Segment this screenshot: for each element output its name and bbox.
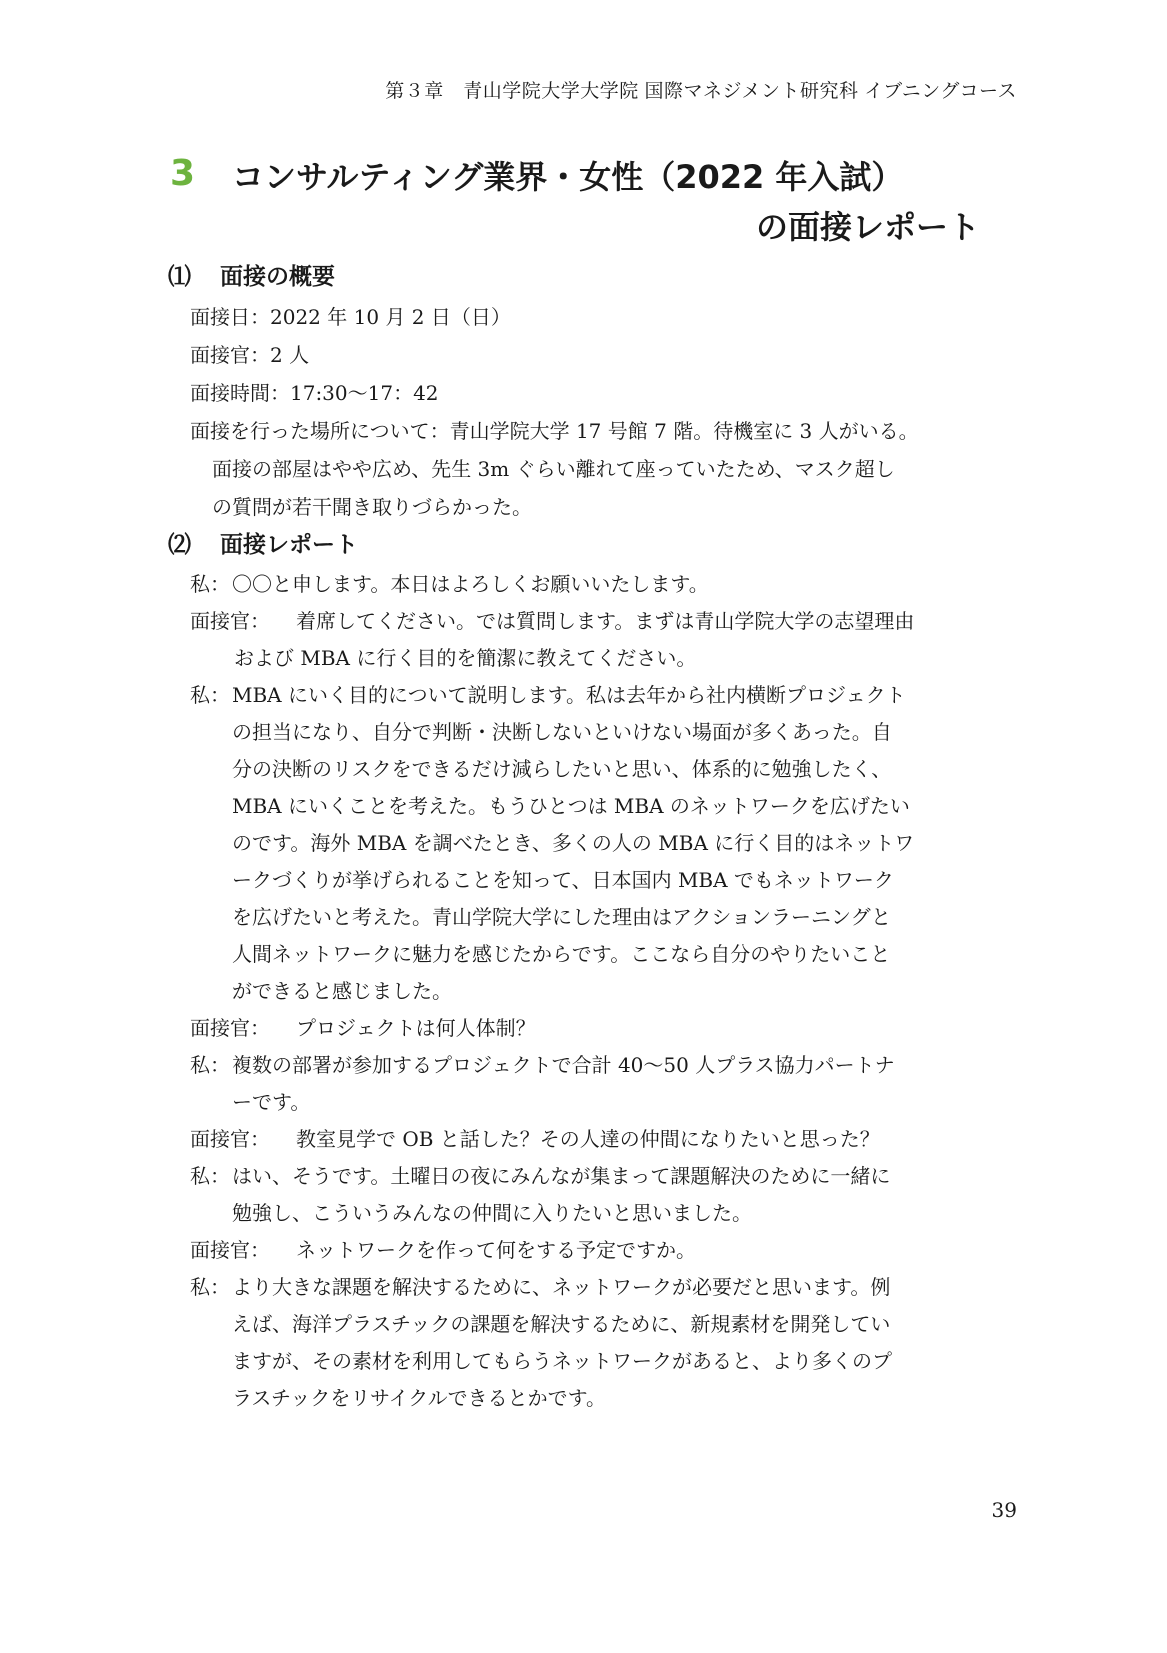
utterance-line: MBA にいく目的について説明します。私は去年から社内横断プロジェクト (232, 683, 906, 707)
utterance (232, 1047, 1025, 1121)
running-header: 第３章 青山学院大学大学院 国際マネジメント研究科 イブニングコース (385, 81, 1017, 102)
dialogue-turn (190, 1158, 1025, 1232)
utterance-line: 複数の部署が参加するプロジェクトで合計 40〜50 人プラス協力パートナ (232, 1053, 895, 1077)
utterance-line: を広げたいと考えた。青山学院大学にした理由はアクションラーニングと (232, 905, 891, 929)
utterance-line: および MBA に行く目的を簡潔に教えてください。 (234, 646, 697, 670)
title-line-2: の面接レポート (755, 208, 980, 246)
interview-report (190, 566, 1025, 1417)
utterance-line: 教室見学で OB と話した？その人達の仲間になりたいと思った？ (296, 1127, 880, 1151)
dialogue-turn (190, 1121, 1025, 1158)
utterance-line: 着席してください。では質問します。まずは青山学院大学の志望理由 (296, 609, 915, 633)
utterance-line: MBA にいくことを考えた。もうひとつは MBA のネットワークを広げたい (232, 794, 910, 818)
section-heading-number: ⑵ (168, 532, 191, 558)
interviewer-count: 面接官：2 人 (190, 343, 310, 367)
utterance-line: プロジェクトは何人体制？ (296, 1016, 536, 1040)
speaker-interviewer: 面接官： (190, 1016, 270, 1040)
utterance-line: のです。海外 MBA を調べたとき、多くの人の MBA に行く目的はネットワ (232, 831, 915, 855)
utterance-line: 人間ネットワークに魅力を感じたからです。ここなら自分のやりたいこと (232, 942, 891, 966)
dialogue-turn (190, 677, 1025, 1010)
speaker-self: 私： (190, 572, 230, 596)
utterance (234, 603, 1025, 677)
speaker-interviewer: 面接官： (190, 1127, 270, 1151)
utterance (296, 1121, 1025, 1158)
utterance-line: 〇〇と申します。本日はよろしくお願いいたします。 (232, 572, 709, 596)
interview-place-line: 面接の部屋はやや広め、先生 3m ぐらい離れて座っていたため、マスク超し (212, 457, 895, 481)
utterance (296, 1010, 1025, 1047)
section-heading-text: 面接レポート (220, 532, 358, 558)
section-heading-overview (168, 258, 335, 291)
utterance-line: ークづくりが挙げられることを知って、日本国内 MBA でもネットワーク (232, 868, 894, 892)
interview-place (190, 412, 1025, 526)
speaker-self: 私： (190, 1164, 230, 1188)
interview-place-line: 面接を行った場所について：青山学院大学 17 号館 7 階。待機室に 3 人がいる。 (190, 419, 919, 443)
section-number: 3 (170, 153, 196, 194)
speaker-self: 私： (190, 1275, 230, 1299)
title-block (170, 150, 1020, 260)
interview-time: 面接時間：17:30〜17：42 (190, 381, 439, 405)
dialogue-turn (190, 1047, 1025, 1121)
dialogue-turn (190, 566, 1025, 603)
dialogue-turn (190, 1232, 1025, 1269)
utterance (232, 566, 1025, 603)
utterance-line: の担当になり、自分で判断・決断しないといけない場面が多くあった。自 (232, 720, 892, 744)
speaker-self: 私： (190, 683, 230, 707)
speaker-interviewer: 面接官： (190, 609, 270, 633)
interview-date: 面接日：2022 年 10 月 2 日（日） (190, 305, 511, 329)
section-heading-text: 面接の概要 (220, 264, 335, 290)
utterance-line: より大きな課題を解決するために、ネットワークが必要だと思います。例 (232, 1275, 891, 1299)
utterance-line: ーです。 (232, 1090, 311, 1114)
utterance-line: えば、海洋プラスチックの課題を解決するために、新規素材を開発してい (232, 1312, 891, 1336)
utterance-line: ができると感じました。 (232, 979, 452, 1003)
utterance (232, 1158, 1025, 1232)
overview-block (190, 298, 1025, 526)
speaker-interviewer: 面接官： (190, 1238, 270, 1262)
utterance (232, 1269, 1025, 1417)
dialogue-turn (190, 603, 1025, 677)
utterance (232, 677, 1025, 1010)
section-heading-report (168, 526, 358, 559)
utterance-line: ラスチックをリサイクルできるとかです。 (232, 1386, 606, 1410)
utterance-line: はい、そうです。土曜日の夜にみんなが集まって課題解決のために一緒に (232, 1164, 891, 1188)
utterance (296, 1232, 1025, 1269)
utterance-line: 勉強し、こういうみんなの仲間に入りたいと思いました。 (232, 1201, 752, 1225)
section-heading-number: ⑴ (168, 264, 191, 290)
utterance-line: ますが、その素材を利用してもらうネットワークがあると、より多くのプ (232, 1349, 892, 1373)
title-line-1: コンサルティング業界・女性（2022 年入試） (232, 158, 904, 196)
dialogue-turn (190, 1010, 1025, 1047)
utterance-line: ネットワークを作って何をする予定ですか。 (296, 1238, 696, 1262)
page-number: 39 (991, 1498, 1017, 1522)
speaker-self: 私： (190, 1053, 230, 1077)
interview-place-line: の質問が若干聞き取りづらかった。 (212, 495, 532, 519)
utterance-line: 分の決断のリスクをできるだけ減らしたいと思い、体系的に勉強したく、 (232, 757, 892, 781)
dialogue-turn (190, 1269, 1025, 1417)
